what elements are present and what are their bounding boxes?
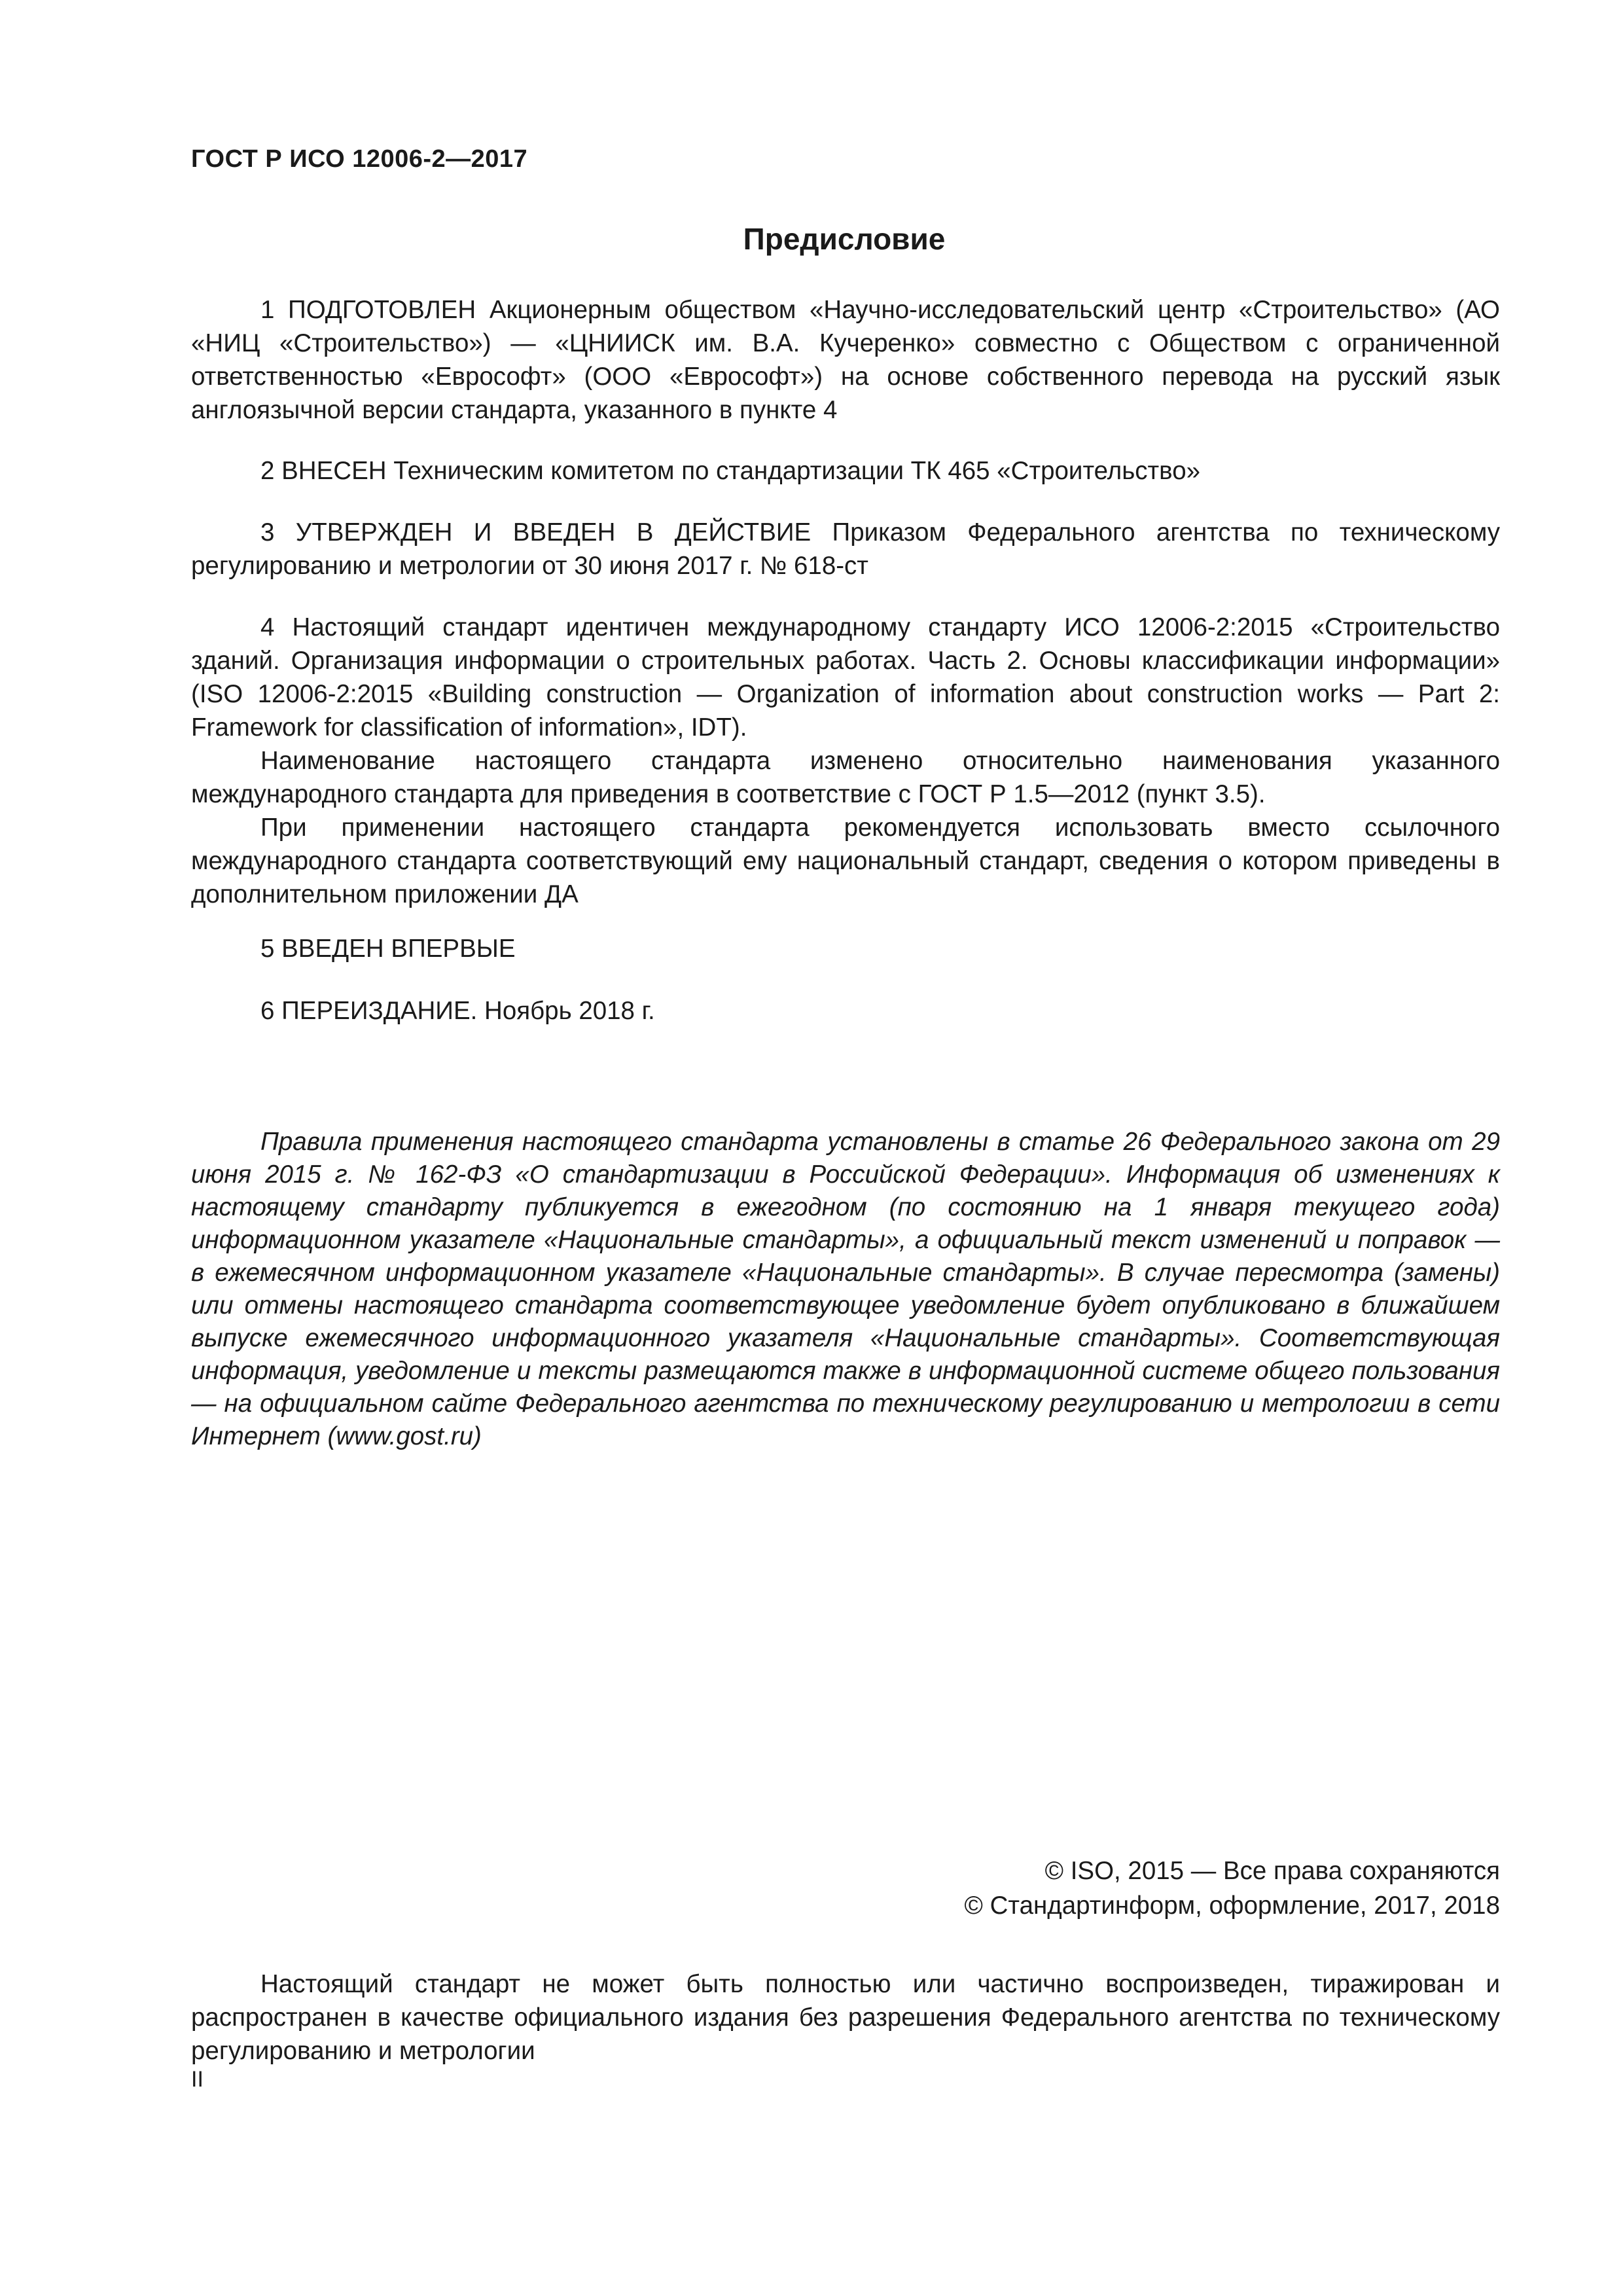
page-number: II [191, 2067, 204, 2092]
item-3-text: 3 УТВЕРЖДЕН И ВВЕДЕН В ДЕЙСТВИЕ Приказом Федерального агентства по техническому регулированию и метрологии от 30 июня 2017 г. № 618-ст [191, 518, 1500, 580]
item-4 [191, 611, 1500, 911]
item-2-text: 2 ВНЕСЕН Техническим комитетом по стандартизации ТК 465 «Строительство» [260, 457, 1201, 485]
reproduction-notice: Настоящий стандарт не может быть полностью или частично воспроизведен, тиражирован и распространен в качестве официального издания без разрешения Федерального агентства по техническому регулированию и метрологии [191, 1970, 1500, 2065]
document-id: ГОСТ Р ИСО 12006-2—2017 [191, 145, 528, 173]
page-title: Предисловие [743, 222, 946, 256]
item-4-note-1: Наименование настоящего стандарта изменено относительно наименования указанного международного стандарта для приведения в соответствие с ГОСТ Р 1.5—2012 (пункт 3.5). [191, 747, 1500, 808]
item-4-text: 4 Настоящий стандарт идентичен международному стандарту ИСО 12006-2:2015 «Строительство зданий. Организация информации о строительных работах. Часть 2. Основы классификации информации» (ISO 12006-2:2015 «Building construction — Organization of information about construction works — Part 2: Framework for classification of information», IDT). [191, 613, 1500, 742]
item-1-text: 1 ПОДГОТОВЛЕН Акционерным обществом «Научно-исследовательский центр «Строительство» (АО «НИЦ «Строительство») — «ЦНИИСК им. В.А. Кучеренко» совместно с Обществом с ограниченной ответственностью «Еврософт» (ООО «Еврософт») на основе собственного перевода на русский язык англоязычной версии стандарта, указанного в пункте 4 [191, 296, 1500, 424]
copyright-standartinform: © Стандартинформ, оформление, 2017, 2018 [964, 1892, 1500, 1920]
item-3 [191, 516, 1500, 583]
item-4-note-2: При применении настоящего стандарта рекомендуется использовать вместо ссылочного международного стандарта соответствующий ему национальный стандарт, сведения о котором приведены в дополнительном приложении ДА [191, 814, 1500, 908]
item-6 [191, 994, 1500, 1028]
item-6-text: 6 ПЕРЕИЗДАНИЕ. Ноябрь 2018 г. [260, 997, 655, 1025]
item-2 [191, 454, 1500, 488]
copyright-iso: © ISO, 2015 — Все права сохраняются [1044, 1857, 1500, 1885]
copyright-block [965, 1854, 1500, 1923]
rules-notice: Правила применения настоящего стандарта установлены в статье 26 Федерального закона от 29 июня 2015 г. № 162-ФЗ «О стандартизации в Российской Федерации». Информация об изменениях к настоящему стандарту публикуется в ежегодном (по состоянию на 1 января текущего года) информационном указателе «Национальные стандарты», а официальный текст изменений и поправок — в ежемесячном информационном указателе «Национальные стандарты». В случае пересмотра (замены) или отмены настоящего стандарта соответствующее уведомление будет опубликовано в ближайшем выпуске ежемесячного информационного указателя «Национальные стандарты». Соответствующая информация, уведомление и тексты размещаются также в информационной системе общего пользования — на официальном сайте Федерального агентства по техническому регулированию и метрологии в сети Интернет (www.gost.ru) [191, 1128, 1500, 1450]
item-5-text: 5 ВВЕДЕН ВПЕРВЫЕ [260, 935, 516, 963]
item-5 [191, 932, 1500, 965]
item-1 [191, 293, 1500, 427]
